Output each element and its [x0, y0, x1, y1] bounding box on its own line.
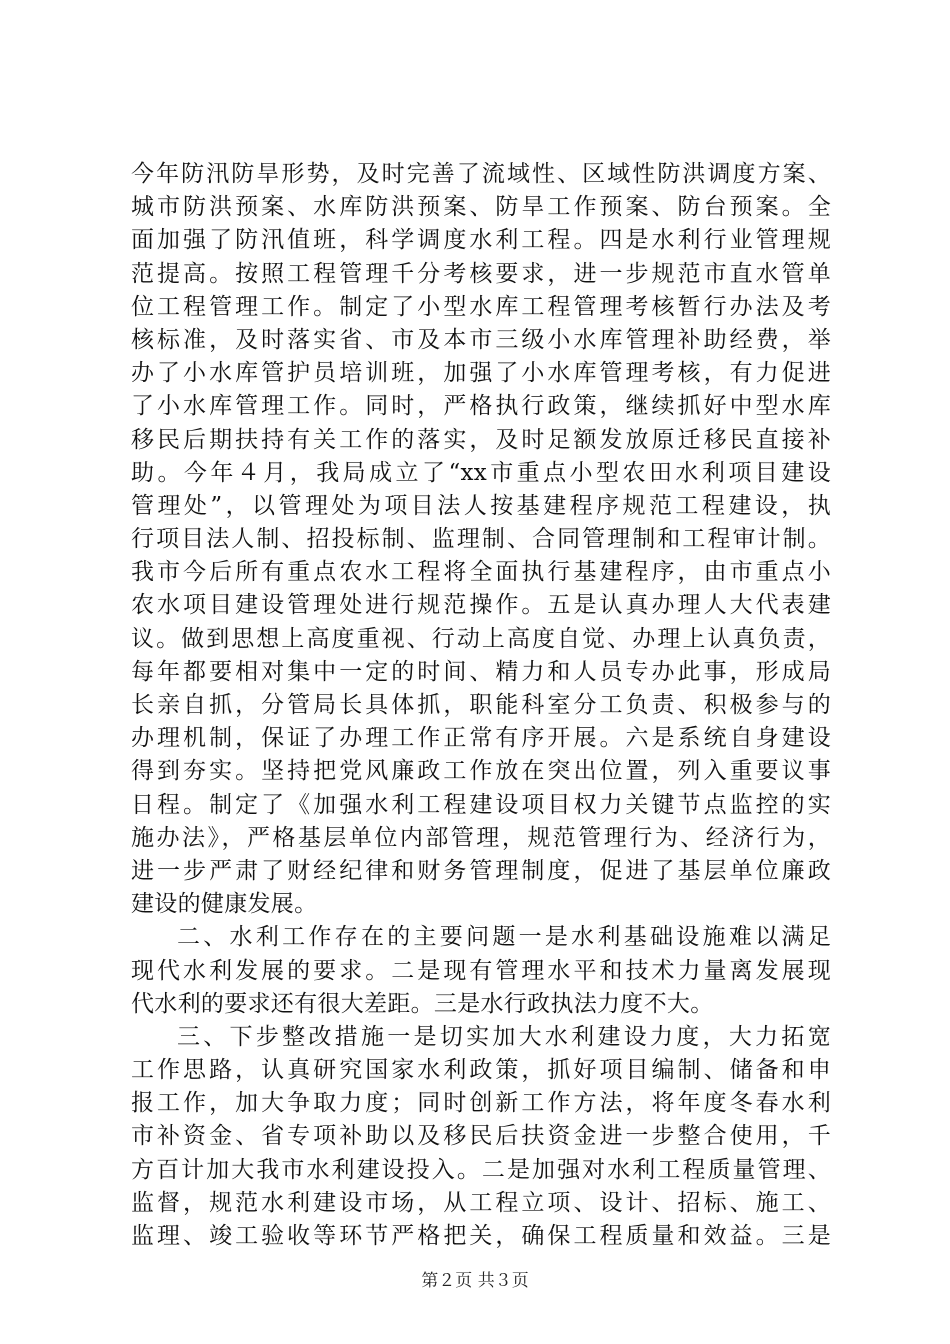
text-line: 管理处”，以管理处为项目法人按基建程序规范工程建设，执: [131, 492, 831, 519]
text-line: 办了小水库管护员培训班，加强了小水库管理考核，有力促进: [131, 360, 831, 387]
text-line: 监督，规范水利建设市场，从工程立项、设计、招标、施工、: [131, 1189, 831, 1216]
text-line: 进一步严肃了财经纪律和财务管理制度，促进了基层单位廉政: [131, 857, 831, 884]
text-line: 助。今年４月，我局成立了“xx市重点小型农田水利项目建设: [131, 459, 831, 486]
text-line: 工作思路，认真研究国家水利政策，抓好项目编制、储备和申: [131, 1057, 831, 1084]
text-line: 办理机制，保证了办理工作正常有序开展。六是系统自身建设: [131, 725, 831, 752]
page-number-footer: 第２页 共３页: [421, 1271, 529, 1291]
text-line: 了小水库管理工作。同时，严格执行政策，继续抓好中型水库: [131, 393, 831, 420]
text-line: 得到夯实。坚持把党风廉政工作放在突出位置，列入重要议事: [131, 758, 831, 785]
body-text: [131, 158, 831, 1253]
text-line: 位工程管理工作。制定了小型水库工程管理考核暂行办法及考: [131, 293, 831, 320]
text-line: 长亲自抓，分管局长具体抓，职能科室分工负责、积极参与的: [131, 692, 831, 718]
text-line: 城市防洪预案、水库防洪预案、防旱工作预案、防台预案。全: [131, 194, 831, 221]
text-line: 每年都要相对集中一定的时间、精力和人员专办此事，形成局: [131, 658, 831, 685]
text-line: 移民后期扶持有关工作的落实，及时足额发放原迁移民直接补: [131, 426, 831, 453]
text-line: 方百计加大我市水利建设投入。二是加强对水利工程质量管理、: [131, 1156, 831, 1183]
text-line: 建设的健康发展。: [131, 891, 318, 918]
text-line: 核标准，及时落实省、市及本市三级小水库管理补助经费，举: [131, 326, 831, 353]
text-line: 面加强了防汛值班，科学调度水利工程。四是水利行业管理规: [131, 227, 831, 254]
text-line: 现代水利发展的要求。二是现有管理水平和技术力量离发展现: [131, 957, 831, 984]
text-line: 议。做到思想上高度重视、行动上高度自觉、办理上认真负责，: [131, 625, 831, 652]
text-line: 我市今后所有重点农水工程将全面执行基建程序，由市重点小: [131, 559, 831, 586]
text-line: 代水利的要求还有很大差距。三是水行政执法力度不大。: [131, 990, 714, 1017]
text-line: 今年防汛防旱形势，及时完善了流域性、区域性防洪调度方案、: [131, 161, 831, 187]
text-line: 农水项目建设管理处进行规范操作。五是认真办理人大代表建: [131, 592, 831, 619]
section-two-heading-line: 二、水利工作存在的主要问题一是水利基础设施难以满足: [177, 924, 831, 951]
text-line: 市补资金、省专项补助以及移民后扶资金进一步整合使用，千: [131, 1123, 831, 1150]
text-line: 范提高。按照工程管理千分考核要求，进一步规范市直水管单: [131, 260, 831, 287]
text-line: 施办法》，严格基层单位内部管理，规范管理行为、经济行为，: [131, 824, 831, 851]
text-line: 行项目法人制、招投标制、监理制、合同管理制和工程审计制。: [131, 526, 831, 553]
text-line: 监理、竣工验收等环节严格把关，确保工程质量和效益。三是: [131, 1223, 831, 1249]
section-three-heading-line: 三、下步整改措施一是切实加大水利建设力度，大力拓宽: [177, 1023, 831, 1050]
text-line: 日程。制定了《加强水利工程建设项目权力关键节点监控的实: [131, 791, 831, 818]
text-line: 报工作，加大争取力度；同时创新工作方法，将年度冬春水利: [131, 1090, 831, 1117]
